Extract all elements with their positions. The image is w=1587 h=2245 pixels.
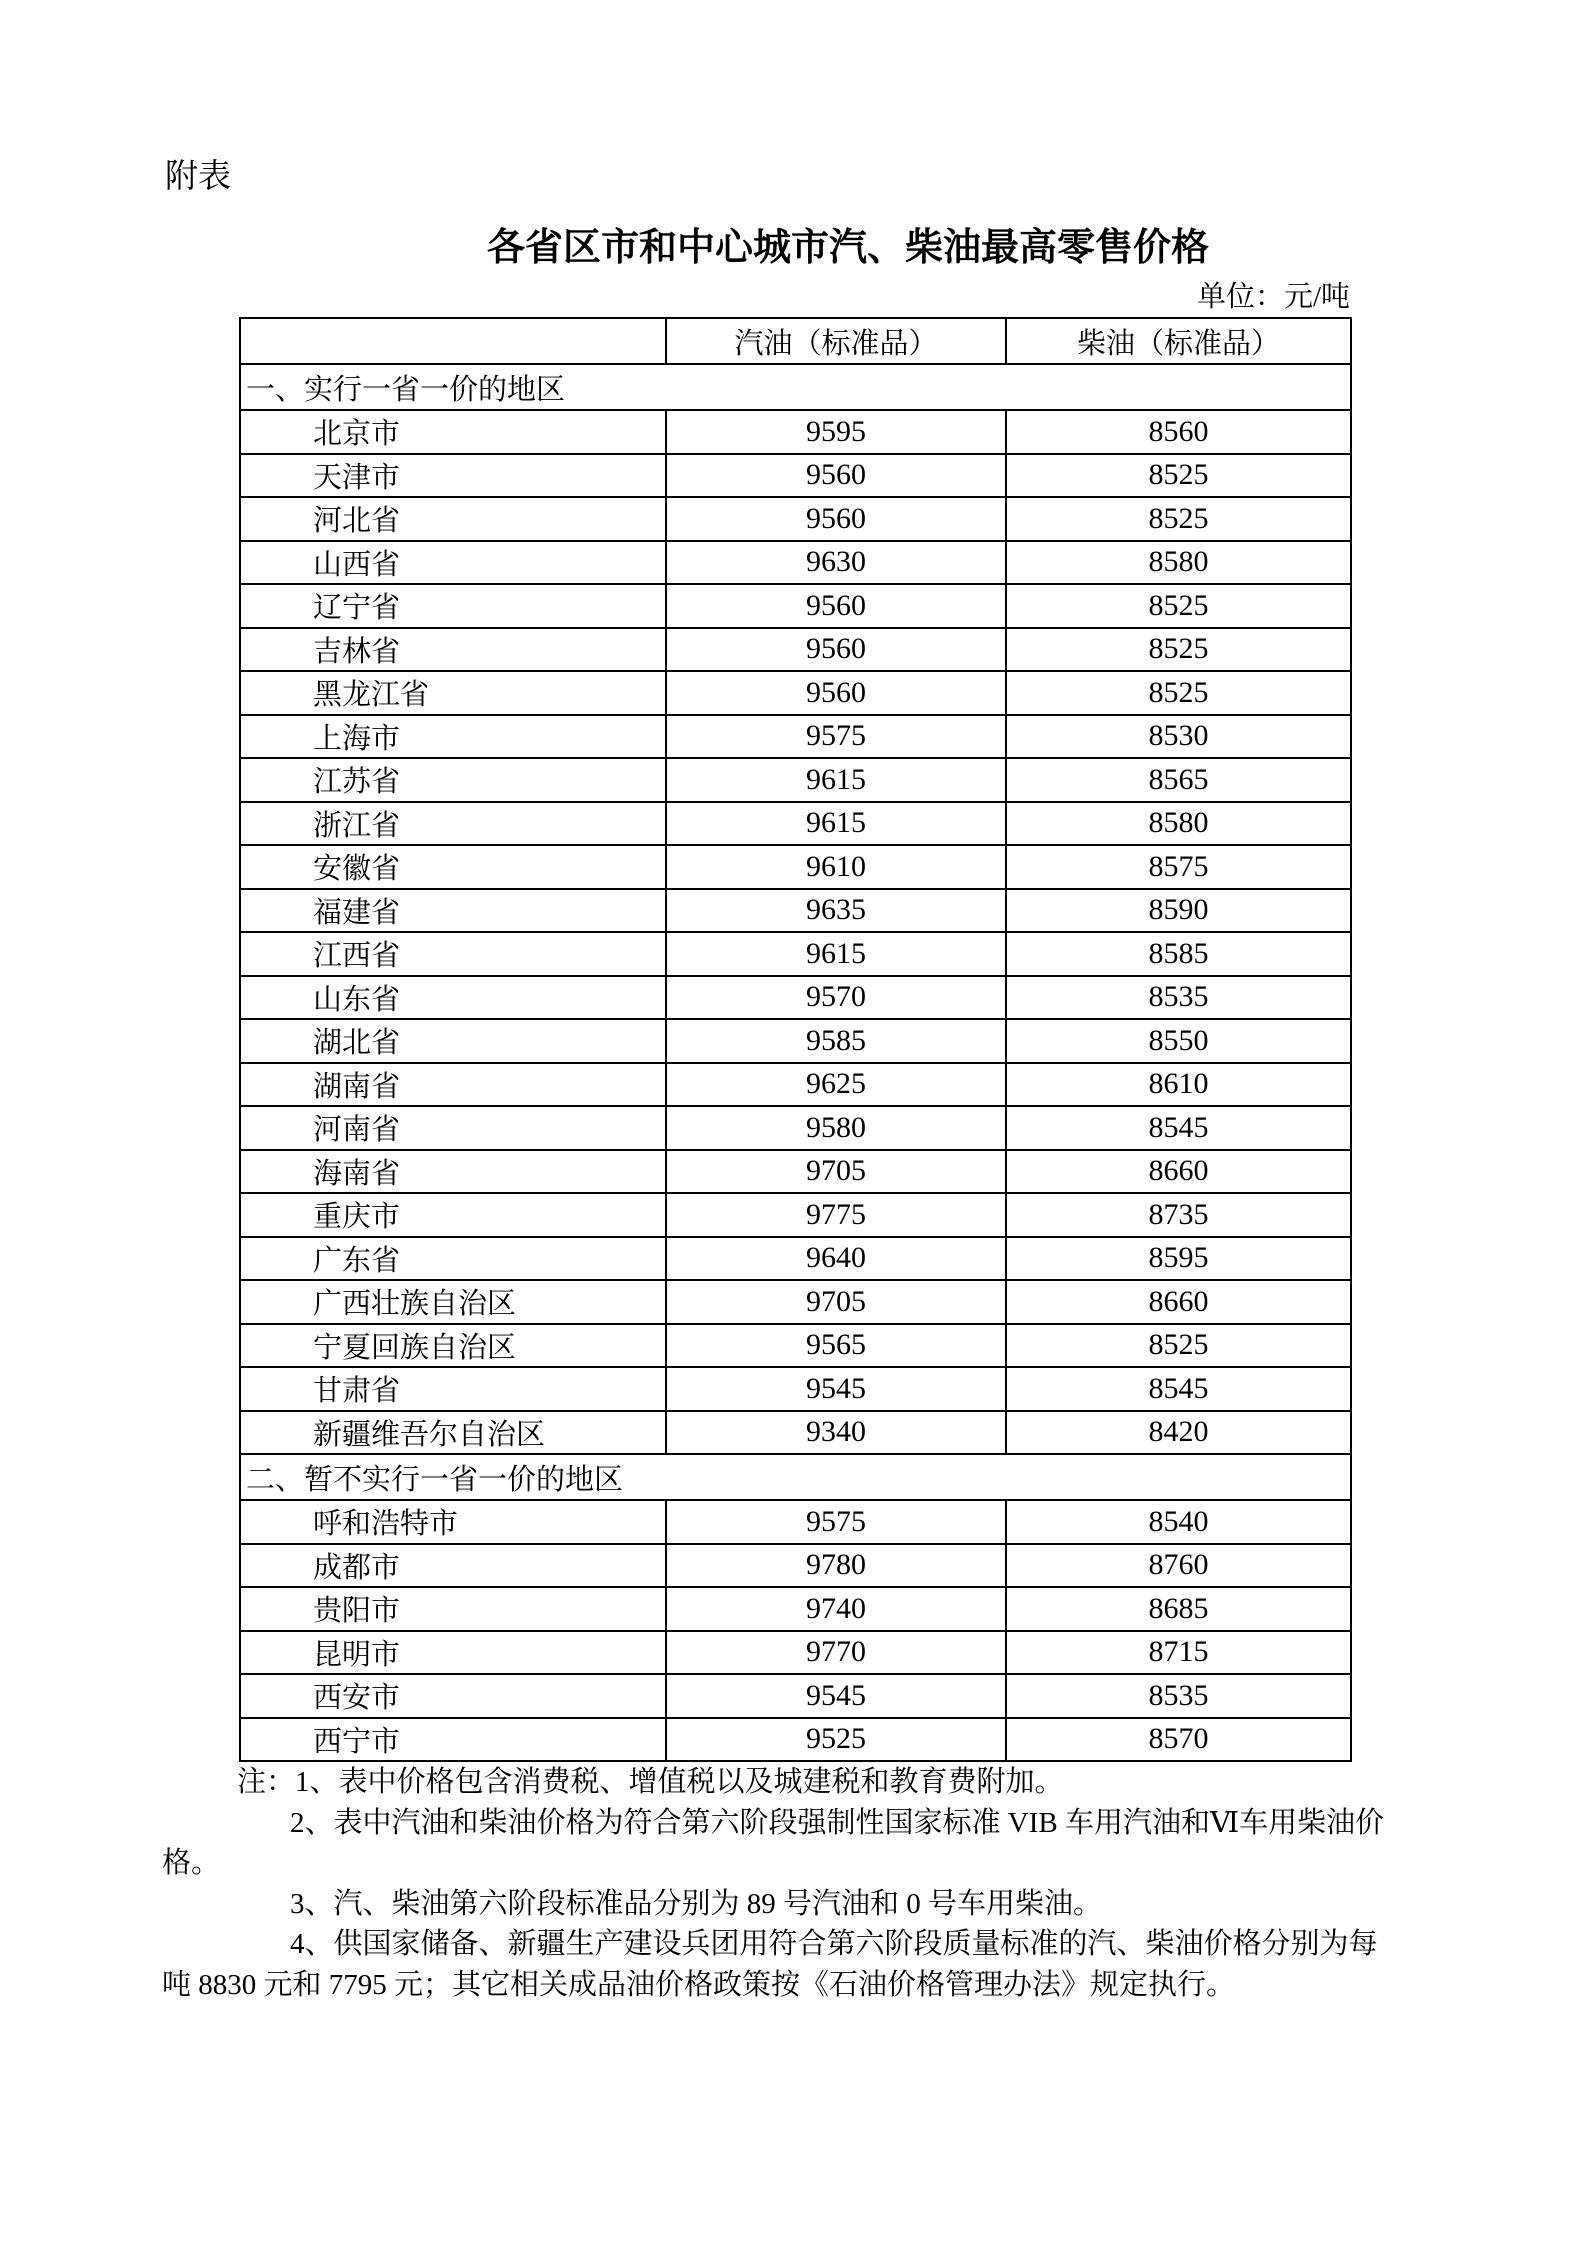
region-cell: 河南省: [240, 1106, 666, 1150]
table-row: [240, 1324, 1351, 1368]
region-cell: 海南省: [240, 1150, 666, 1194]
table-row: [240, 541, 1351, 585]
region-cell: 呼和浩特市: [240, 1500, 666, 1544]
table-row: [240, 1280, 1351, 1324]
gasoline-price-cell: 9525: [666, 1718, 1006, 1762]
section-heading: 一、实行一省一价的地区: [240, 364, 1351, 410]
table-row: [240, 889, 1351, 933]
diesel-price-cell: 8545: [1006, 1367, 1351, 1411]
diesel-price-cell: 8585: [1006, 932, 1351, 976]
gasoline-price-cell: 9545: [666, 1367, 1006, 1411]
table-header-row: [240, 318, 1351, 364]
region-cell: 宁夏回族自治区: [240, 1324, 666, 1368]
region-cell: 上海市: [240, 715, 666, 759]
diesel-price-cell: 8760: [1006, 1544, 1351, 1588]
table-row: [240, 976, 1351, 1020]
diesel-price-cell: 8525: [1006, 584, 1351, 628]
region-cell: 山西省: [240, 541, 666, 585]
diesel-price-cell: 8535: [1006, 1674, 1351, 1718]
gasoline-price-cell: 9560: [666, 454, 1006, 498]
gasoline-price-cell: 9560: [666, 671, 1006, 715]
table-row: [240, 1237, 1351, 1281]
gasoline-price-cell: 9565: [666, 1324, 1006, 1368]
region-cell: 安徽省: [240, 845, 666, 889]
gasoline-price-cell: 9740: [666, 1587, 1006, 1631]
diesel-price-cell: 8535: [1006, 976, 1351, 1020]
diesel-price-cell: 8420: [1006, 1411, 1351, 1455]
diesel-price-cell: 8565: [1006, 758, 1351, 802]
table-row: [240, 454, 1351, 498]
column-header-region: [240, 318, 666, 364]
gasoline-price-cell: 9615: [666, 932, 1006, 976]
region-cell: 湖北省: [240, 1019, 666, 1063]
gasoline-price-cell: 9570: [666, 976, 1006, 1020]
diesel-price-cell: 8735: [1006, 1193, 1351, 1237]
table-row: [240, 1500, 1351, 1544]
region-cell: 昆明市: [240, 1631, 666, 1675]
gasoline-price-cell: 9560: [666, 497, 1006, 541]
note-line: 3、汽、柴油第六阶段标准品分别为 89 号汽油和 0 号车用柴油。: [290, 1887, 1103, 1920]
diesel-price-cell: 8550: [1006, 1019, 1351, 1063]
notes-block: [162, 1762, 1432, 2005]
region-cell: 江苏省: [240, 758, 666, 802]
table-row: [240, 1587, 1351, 1631]
region-cell: 甘肃省: [240, 1367, 666, 1411]
table-row: [240, 671, 1351, 715]
table-row: [240, 497, 1351, 541]
diesel-price-cell: 8660: [1006, 1280, 1351, 1324]
diesel-price-cell: 8590: [1006, 889, 1351, 933]
diesel-price-cell: 8570: [1006, 1718, 1351, 1762]
table-row: [240, 802, 1351, 846]
region-cell: 广东省: [240, 1237, 666, 1281]
region-cell: 福建省: [240, 889, 666, 933]
gasoline-price-cell: 9585: [666, 1019, 1006, 1063]
table-row: [240, 1718, 1351, 1762]
diesel-price-cell: 8580: [1006, 802, 1351, 846]
table-row: [240, 1063, 1351, 1107]
gasoline-price-cell: 9705: [666, 1280, 1006, 1324]
gasoline-price-cell: 9575: [666, 715, 1006, 759]
region-cell: 贵阳市: [240, 1587, 666, 1631]
gasoline-price-cell: 9610: [666, 845, 1006, 889]
page-title: 各省区市和中心城市汽、柴油最高零售价格: [487, 227, 1210, 269]
diesel-price-cell: 8530: [1006, 715, 1351, 759]
table-row: [240, 628, 1351, 672]
column-header-gasoline: 汽油（标准品）: [666, 318, 1006, 364]
gasoline-price-cell: 9580: [666, 1106, 1006, 1150]
gasoline-price-cell: 9615: [666, 758, 1006, 802]
diesel-price-cell: 8580: [1006, 541, 1351, 585]
diesel-price-cell: 8525: [1006, 454, 1351, 498]
table-row: [240, 1367, 1351, 1411]
diesel-price-cell: 8525: [1006, 671, 1351, 715]
table-row: [240, 410, 1351, 454]
section-row: [240, 1454, 1351, 1500]
region-cell: 天津市: [240, 454, 666, 498]
diesel-price-cell: 8545: [1006, 1106, 1351, 1150]
attachment-label: 附表: [165, 159, 231, 195]
price-table: [239, 317, 1352, 1762]
diesel-price-cell: 8610: [1006, 1063, 1351, 1107]
diesel-price-cell: 8715: [1006, 1631, 1351, 1675]
region-cell: 辽宁省: [240, 584, 666, 628]
gasoline-price-cell: 9560: [666, 584, 1006, 628]
section-row: [240, 364, 1351, 410]
region-cell: 成都市: [240, 1544, 666, 1588]
section-heading: 二、暂不实行一省一价的地区: [240, 1454, 1351, 1500]
note-line: 2、表中汽油和柴油价格为符合第六阶段强制性国家标准 VIB 车用汽油和Ⅵ车用柴油价: [290, 1806, 1385, 1839]
unit-label: 单位：元/吨: [1196, 281, 1350, 313]
diesel-price-cell: 8525: [1006, 497, 1351, 541]
gasoline-price-cell: 9705: [666, 1150, 1006, 1194]
gasoline-price-cell: 9770: [666, 1631, 1006, 1675]
note-line: 格。: [162, 1847, 221, 1879]
gasoline-price-cell: 9775: [666, 1193, 1006, 1237]
region-cell: 广西壮族自治区: [240, 1280, 666, 1324]
diesel-price-cell: 8560: [1006, 410, 1351, 454]
table-row: [240, 845, 1351, 889]
gasoline-price-cell: 9575: [666, 1500, 1006, 1544]
gasoline-price-cell: 9630: [666, 541, 1006, 585]
diesel-price-cell: 8540: [1006, 1500, 1351, 1544]
gasoline-price-cell: 9780: [666, 1544, 1006, 1588]
table-row: [240, 1411, 1351, 1455]
region-cell: 新疆维吾尔自治区: [240, 1411, 666, 1455]
diesel-price-cell: 8595: [1006, 1237, 1351, 1281]
region-cell: 山东省: [240, 976, 666, 1020]
table-row: [240, 1193, 1351, 1237]
region-cell: 吉林省: [240, 628, 666, 672]
note-line: 吨 8830 元和 7795 元；其它相关成品油价格政策按《石油价格管理办法》规定执行。: [162, 1968, 1236, 2001]
table-row: [240, 715, 1351, 759]
table-row: [240, 1631, 1351, 1675]
table-row: [240, 1019, 1351, 1063]
region-cell: 江西省: [240, 932, 666, 976]
gasoline-price-cell: 9625: [666, 1063, 1006, 1107]
diesel-price-cell: 8660: [1006, 1150, 1351, 1194]
table-row: [240, 1674, 1351, 1718]
region-cell: 西安市: [240, 1674, 666, 1718]
region-cell: 西宁市: [240, 1718, 666, 1762]
diesel-price-cell: 8525: [1006, 1324, 1351, 1368]
note-line: 注：1、表中价格包含消费税、增值税以及城建税和教育费附加。: [237, 1766, 1064, 1798]
region-cell: 重庆市: [240, 1193, 666, 1237]
gasoline-price-cell: 9615: [666, 802, 1006, 846]
diesel-price-cell: 8575: [1006, 845, 1351, 889]
table-row: [240, 932, 1351, 976]
region-cell: 北京市: [240, 410, 666, 454]
table-row: [240, 1106, 1351, 1150]
gasoline-price-cell: 9635: [666, 889, 1006, 933]
region-cell: 湖南省: [240, 1063, 666, 1107]
region-cell: 浙江省: [240, 802, 666, 846]
note-line: 4、供国家储备、新疆生产建设兵团用符合第六阶段质量标准的汽、柴油价格分别为每: [290, 1928, 1378, 1960]
gasoline-price-cell: 9560: [666, 628, 1006, 672]
diesel-price-cell: 8525: [1006, 628, 1351, 672]
table-row: [240, 1150, 1351, 1194]
gasoline-price-cell: 9340: [666, 1411, 1006, 1455]
table-row: [240, 1544, 1351, 1588]
gasoline-price-cell: 9595: [666, 410, 1006, 454]
gasoline-price-cell: 9640: [666, 1237, 1006, 1281]
table-row: [240, 758, 1351, 802]
column-header-diesel: 柴油（标准品）: [1006, 318, 1351, 364]
region-cell: 黑龙江省: [240, 671, 666, 715]
gasoline-price-cell: 9545: [666, 1674, 1006, 1718]
region-cell: 河北省: [240, 497, 666, 541]
diesel-price-cell: 8685: [1006, 1587, 1351, 1631]
table-row: [240, 584, 1351, 628]
